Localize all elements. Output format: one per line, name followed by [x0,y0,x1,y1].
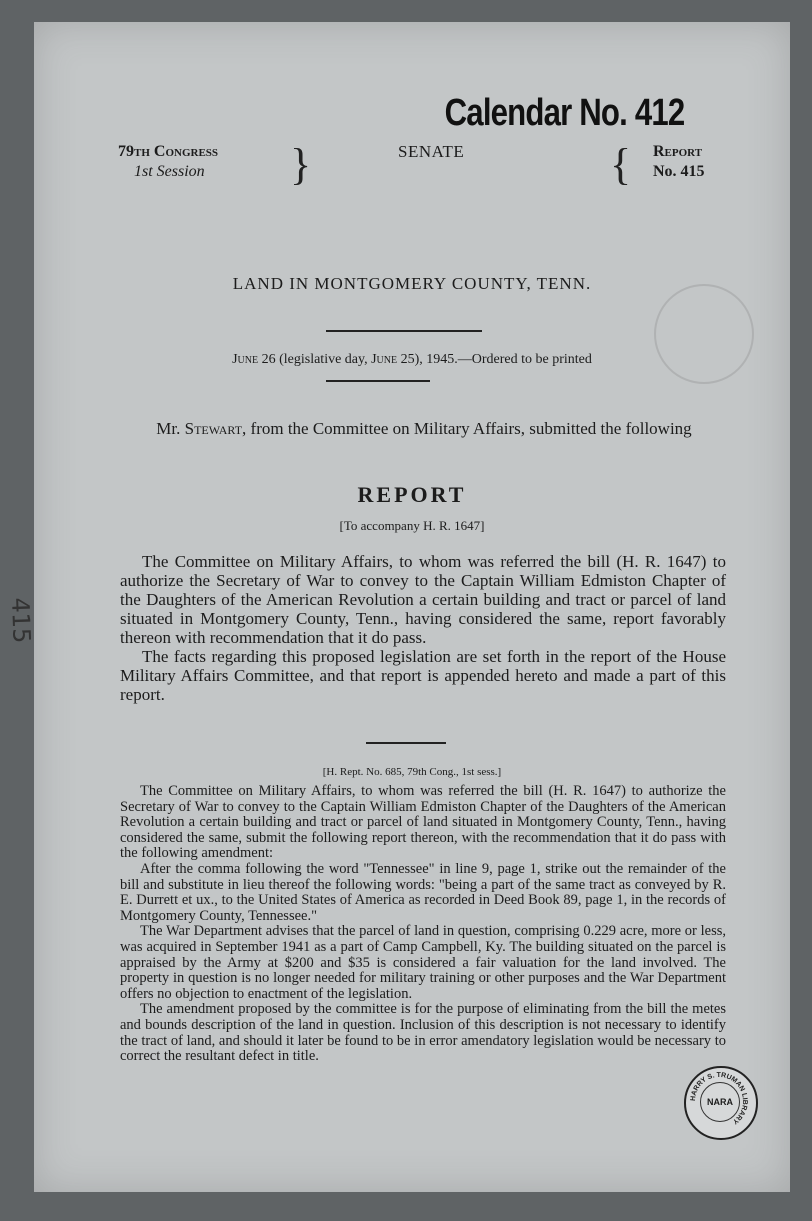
calendar-number: Calendar No. 412 [444,92,684,134]
paragraph: The War Department advises that the parcel of land in question, comprising 0.229 acre, more or less, was acquired in September 1941 as a part of Camp Campbell, Ky. The building situated on the parcel is appraised by the Army at $200 and $35 is considered a fair valuation for the land involved. The property in question is no longer needed for military training or other purposes and the War Department offers no objection to enactment of the legislation. [120,923,726,1002]
senate-report-body [120,552,726,704]
divider-rule [366,742,446,744]
document-title: LAND IN MONTGOMERY COUNTY, TENN. [232,274,592,293]
paragraph: After the comma following the word "Tennessee" in line 9, page 1, strike out the remainder of the bill and substitute in lieu thereof the following words: "being a part of the same tract as conveyed by R. E. Durrett et ux., to the United States of America as recorded in Deed Book 89, page 1, in the records of Montgomery County, Tennessee." [120,860,726,924]
congress-session [118,142,218,182]
seal-center [700,1082,740,1122]
report-label: Report [653,143,703,160]
header-row [118,142,723,202]
right-brace: { [610,140,632,189]
seal-center-text: NARA [707,1097,733,1107]
divider-rule [326,330,482,332]
paragraph: The facts regarding this proposed legislation are set forth in the report of the House Military Affairs Committee, and that report is appended hereto and made a part of this report. [120,647,726,704]
accompany-note: [To accompany H. R. 1647] [339,518,485,533]
submitted-mr: Mr. [156,419,185,438]
faint-stamp-icon [654,284,754,384]
house-report-reference: [H. Rept. No. 685, 79th Cong., 1st sess.] [322,766,502,778]
left-brace: } [290,140,312,189]
dateline-part-2: 25), 1945.—Ordered to be printed [397,352,592,367]
congress-label: 79th Congress [118,143,219,160]
submitted-line [118,418,730,440]
handwritten-number: 415 [6,597,36,644]
session-label: 1st Session [134,163,205,180]
divider-rule [326,380,430,382]
seal-ring-text: HARRY S. TRUMAN LIBRARY [689,1071,749,1125]
dateline-part-1: 26 (legislative day, [258,352,372,367]
paragraph: The amendment proposed by the committee is for the purpose of eliminating from the bill the metes and bounds description of the land in question. Inclusion of this description is not necessary to identify the tract of land, and should it later be found to be in error amendatory legislation would be necessary to correct the resultant defect in title. [120,1001,726,1065]
senator-name: Stewart [184,419,243,438]
library-seal-icon [684,1066,758,1140]
document-page [6,22,790,1192]
report-no-label: No. 415 [653,163,705,180]
dateline-month-1: June [232,352,259,367]
paragraph: The Committee on Military Affairs, to whom was referred the bill (H. R. 1647) to authorize the Secretary of War to convey to the Captain William Edmiston Chapter of the Daughters of the American Revolution a certain building and tract or parcel of land situated in Montgomery County, Tenn., having considered the same, submit the following report thereon, with the recommendation that it do pass with the following amendment: [120,783,726,862]
house-report-body [120,784,726,1065]
paragraph: The Committee on Military Affairs, to whom was referred the bill (H. R. 1647) to authorize the Secretary of War to convey to the Captain William Edmiston Chapter of the Daughters of the American Revolution a certain building and tract or parcel of land situated in Montgomery County, Tenn., having considered the same, report favorably thereon with recommendation that it do pass. [120,552,726,647]
dateline [34,352,790,368]
dateline-month-2: June [371,352,398,367]
submitted-rest: , from the Committee on Military Affairs, submitted the following [242,419,692,438]
report-heading: REPORT [357,482,467,507]
chamber-label: SENATE [398,142,465,161]
report-number [653,142,705,182]
